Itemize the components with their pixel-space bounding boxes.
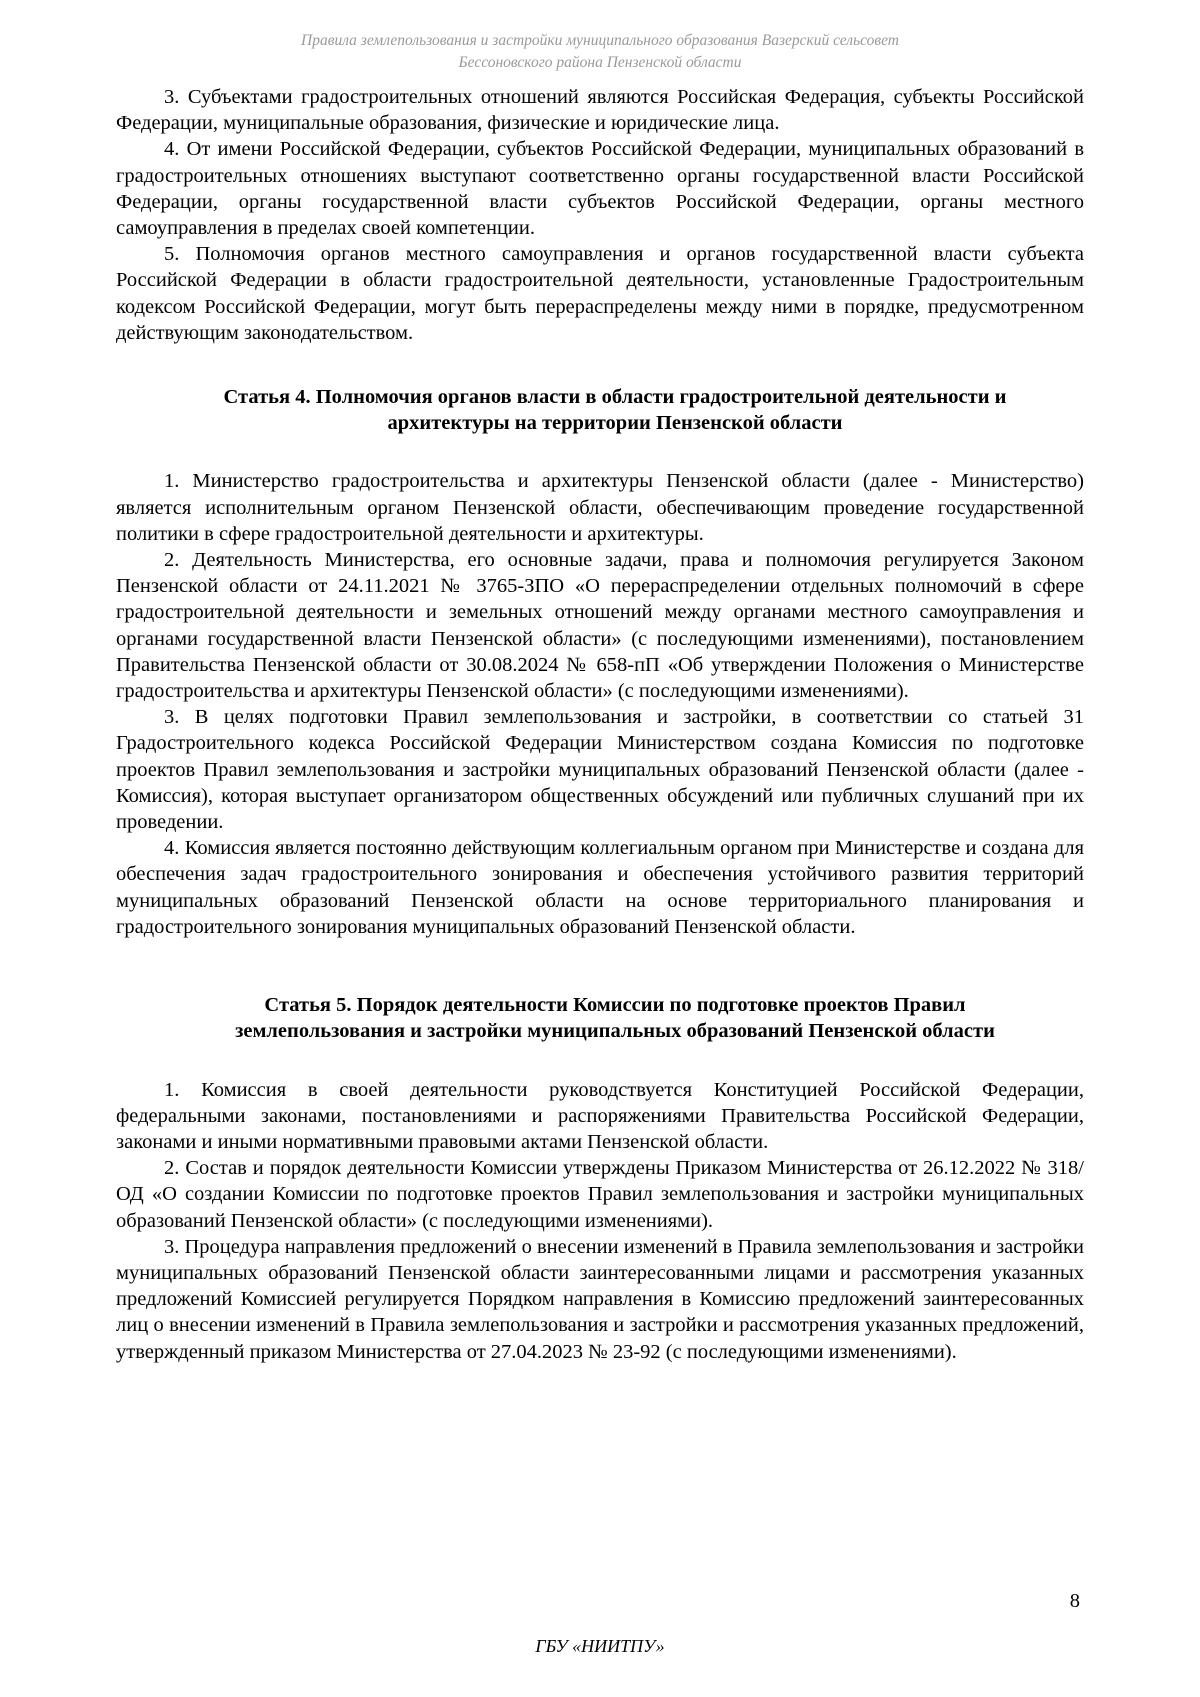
running-header [120, 30, 1080, 74]
paragraph: 1. Комиссия в своей деятельности руководствуется Конституцией Российской Федерации, федеральными законами, постановлениями и распоряжениями Правительства Российской Федерации, законами и иными нормативными правовыми актами Пензенской области. [116, 1078, 1084, 1153]
article-5-heading-line-1: Статья 5. Порядок деятельности Комиссии по подготовке проектов Правил [264, 994, 966, 1017]
running-header-line-1: Правила землепользования и застройки муниципального образования Вазерский сельсовет [301, 32, 899, 49]
article-5-heading [116, 992, 1084, 1044]
paragraph: 3. В целях подготовки Правил землепользования и застройки, в соответствии со статьей 31 Градостроительного кодекса Российской Федерации Министерством создана Комиссия по подготовке проектов Правил землепользования и застройки муниципальных образований Пензенской области (далее - Комиссия), которая выступает организатором общественных обсуждений или публичных слушаний при их проведении. [116, 706, 1084, 834]
running-header-line-2: Бессоновского района Пензенской области [458, 54, 742, 71]
paragraph: 4. От имени Российской Федерации, субъектов Российской Федерации, муниципальных образований в градостроительных отношениях выступают соответственно органы государственной власти Российской Федерации, органы государственной власти субъектов Российской Федерации, органы местного самоуправления в пределах своей компетенции. [116, 138, 1084, 240]
page-number: 8 [1069, 1590, 1080, 1612]
article-4-heading-line-2: архитектуры на территории Пензенской области [387, 412, 843, 435]
paragraph: 5. Полномочия органов местного самоуправления и органов государственной власти субъекта Российской Федерации в области градостроительной деятельности, установленные Градостроительным кодексом Российской Федерации, могут быть перераспределены между ними в порядке, предусмотренном действующим законодательством. [116, 243, 1084, 344]
article-4-heading [116, 384, 1084, 436]
paragraph: 1. Министерство градостроительства и архитектуры Пензенской области (далее - Министерство) является исполнительным органом Пензенской области, обеспечивающим проведение государственной политики в сфере градостроительной деятельности и архитектуры. [116, 470, 1084, 545]
article-5-heading-line-2: землепользования и застройки муниципальных образований Пензенской области [235, 1020, 995, 1043]
paragraph: 4. Комиссия является постоянно действующим коллегиальным органом при Министерстве и создана для обеспечения задач градостроительного зонирования и обеспечения устойчивого развития территорий муниципальных образований Пензенской области на основе территориального планирования и градостроительного зонирования муниципальных образований Пензенской области. [116, 837, 1084, 938]
paragraph: 2. Состав и порядок деятельности Комиссии утверждены Приказом Министерства от 26.12.2022 № 318/ОД «О создании Комиссии по подготовке проектов Правил землепользования и застройки муниципальных образований Пензенской области» (с последующими изменениями). [116, 1157, 1084, 1232]
paragraph: 3. Процедура направления предложений о внесении изменений в Правила землепользования и застройки муниципальных образований Пензенской области заинтересованными лицами и рассмотрения указанных предложений Комиссией регулируется Порядком направления в Комиссию предложений заинтересованных лиц о внесении изменений в Правила землепользования и застройки и рассмотрения указанных предложений, утвержденный приказом Министерства от 27.04.2023 № 23-92 (с последующими изменениями). [116, 1235, 1084, 1363]
article-4-heading-line-1: Статья 4. Полномочия органов власти в области градостроительной деятельности и [223, 386, 1007, 409]
paragraph: 2. Деятельность Министерства, его основные задачи, права и полномочия регулируется Законом Пензенской области от 24.11.2021 № 3765-ЗПО «О перераспределении отдельных полномочий в сфере градостроительной деятельности и земельных отношений между органами местного самоуправления и органами государственной власти Пензенской области» (с последующими изменениями), постановлением Правительства Пензенской области от 30.08.2024 № 658-пП «Об утверждении Положения о Министерстве градостроительства и архитектуры Пензенской области» (с последующими изменениями). [116, 549, 1084, 703]
document-body [116, 84, 1084, 1365]
paragraph: 3. Субъектами градостроительных отношений являются Российская Федерация, субъекты Российской Федерации, муниципальные образования, физические и юридические лица. [116, 86, 1084, 135]
page-footer: ГБУ «НИИТПУ» [535, 1636, 665, 1656]
